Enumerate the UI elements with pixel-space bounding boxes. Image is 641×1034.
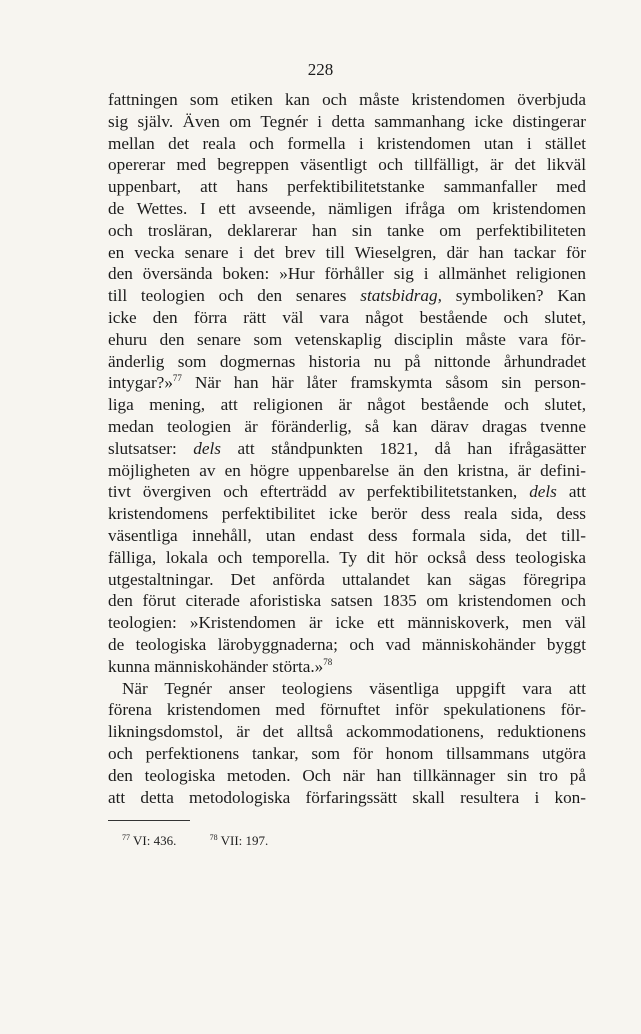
text-segment: att bbox=[556, 482, 586, 502]
footnote-text: VII: 197. bbox=[220, 833, 269, 848]
text-line: möjligheten av en högre uppenbarelse än den kristna, är defini- bbox=[108, 460, 586, 480]
text-line: icke den förra rätt väl vara något bestående och slutet, bbox=[108, 307, 586, 327]
text-segment: tivt övergiven och efterträdd av perfektibilitetstanken, bbox=[108, 482, 530, 502]
text-line: utgestaltningar. Det anförda uttalandet kan sägas föregripa bbox=[108, 569, 586, 589]
text-line: medan teologien är föränderlig, så kan därav dragas tvenne bbox=[108, 416, 586, 436]
text-line: den teologiska metoden. Och när han tillkännager sin tro på bbox=[108, 765, 586, 785]
italic-text: statsbidrag, bbox=[360, 286, 442, 306]
text-line: och trosläran, deklarerar han sin tanke om perfektibiliteten bbox=[108, 220, 586, 240]
footnote-ref: 78 bbox=[323, 656, 333, 667]
text-line: kristendomens perfektibilitet icke berör dess reala sida, dess bbox=[108, 504, 586, 524]
text-line: fälliga, lokala och temporella. Ty dit hör också dess teologiska bbox=[108, 547, 586, 567]
italic-text: dels bbox=[529, 482, 557, 502]
text-segment: intygar?» bbox=[108, 373, 173, 393]
italic-text: dels bbox=[193, 438, 221, 458]
text-segment: till teologien och den senares bbox=[108, 286, 361, 306]
text-line: sig själv. Även om Tegnér i detta sammanhang icke distingerar bbox=[108, 111, 586, 131]
text-line: opererar med begreppen väsentligt och tillfälligt, är det likväl bbox=[108, 155, 586, 175]
text-line: väsentliga innehåll, utan endast dess formala sida, det till- bbox=[108, 525, 586, 545]
text-line: mellan det reala och formella i kristendomen utan i stället bbox=[108, 133, 586, 153]
text-line: ehuru den senare som vetenskaplig disciplin måste vara för- bbox=[108, 329, 586, 349]
text-line: och perfektionens tankar, som för honom tillsammans utgöra bbox=[108, 743, 586, 763]
text-segment: att ståndpunkten 1821, då han ifrågasätter bbox=[220, 438, 586, 458]
text-line: liga mening, att religionen är något bestående och slutet, bbox=[108, 395, 586, 415]
text-line: den förut citerade aforistiska satsen 1835 om kristendomen och bbox=[108, 591, 586, 611]
text-line bbox=[108, 438, 586, 460]
text-line: När Tegnér anser teologiens väsentliga uppgift vara att bbox=[122, 678, 586, 698]
text-segment: kunna människohänder störta.» bbox=[108, 656, 324, 676]
text-line: att detta metodologiska förfaringssätt skall resultera i kon- bbox=[108, 787, 586, 807]
footnote bbox=[210, 833, 269, 848]
footnote-text: VI: 436. bbox=[133, 833, 177, 848]
text-segment: slutsatser: bbox=[108, 438, 194, 458]
text-line bbox=[108, 656, 586, 678]
text-line: teologien: »Kristendomen är icke ett människoverk, men väl bbox=[108, 613, 586, 633]
text-line: de Wettes. I ett avseende, nämligen ifråga om kristendomen bbox=[108, 198, 586, 218]
text-segment: symboliken? Kan bbox=[441, 286, 586, 306]
page-number: 228 bbox=[307, 60, 334, 79]
footnote-divider bbox=[108, 820, 190, 821]
text-line: fattningen som etiken kan och måste kristendomen överbjuda bbox=[108, 90, 586, 109]
text-line: änderlig som dogmernas historia nu på nittonde århundradet bbox=[108, 351, 586, 371]
text-line: den översända boken: »Hur förhåller sig i allmänhet religionen bbox=[108, 264, 586, 284]
body-text bbox=[108, 89, 586, 808]
footnotes bbox=[122, 833, 298, 849]
text-line bbox=[108, 372, 586, 394]
text-segment: När han här låter framskymta såsom sin person- bbox=[181, 373, 586, 393]
footnote-ref: 77 bbox=[172, 373, 182, 384]
text-line: uppenbart, att hans perfektibilitetstanke sammanfaller med bbox=[108, 177, 586, 197]
text-line: de teologiska lärobyggnaderna; och vad människohänder byggt bbox=[108, 634, 586, 654]
text-line: likningsdomstol, är det alltså ackommodationens, reduktionens bbox=[108, 722, 586, 742]
text-line: en vecka senare i det brev till Wieselgren, där han tackar för bbox=[108, 242, 586, 262]
footnote-number: 77 bbox=[122, 833, 130, 842]
footnote bbox=[122, 833, 176, 848]
footnote-number: 78 bbox=[209, 833, 218, 842]
text-line bbox=[108, 481, 586, 503]
text-line bbox=[108, 285, 586, 307]
text-line: förena kristendomen med förnuftet inför spekulationens för- bbox=[108, 700, 586, 720]
